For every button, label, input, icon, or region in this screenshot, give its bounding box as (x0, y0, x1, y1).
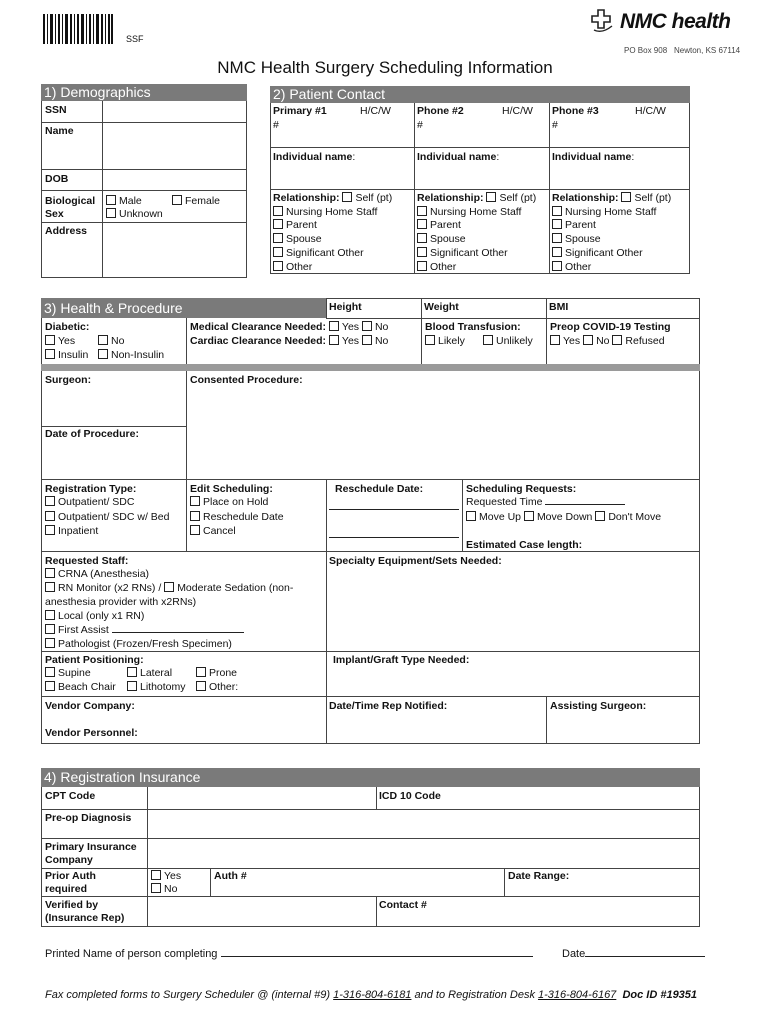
preop-diagnosis-field[interactable] (149, 811, 698, 837)
covid-no-checkbox[interactable] (583, 335, 593, 345)
diabetic-yes: Yes (45, 335, 75, 348)
address-po: PO Box 908 (624, 46, 668, 55)
self-pt-2-checkbox[interactable] (486, 192, 496, 202)
cpt-code-field[interactable] (149, 789, 374, 808)
diabetic-yes-checkbox[interactable] (45, 335, 55, 345)
primary-1-label: Primary #1 (273, 105, 327, 117)
reg-outpatient-bed-checkbox[interactable] (45, 511, 55, 521)
self-pt-3-checkbox[interactable] (621, 192, 631, 202)
address-field[interactable] (103, 223, 246, 277)
registration-type-label: Registration Type: (45, 483, 137, 495)
first-assist-checkbox[interactable] (45, 624, 55, 634)
surgeon-label: Surgeon: (45, 374, 92, 386)
patient-contact-heading: 2) Patient Contact (270, 86, 690, 103)
verified-label-2: (Insurance Rep) (45, 912, 125, 924)
reschedule-date-label: Reschedule Date: (335, 483, 424, 495)
staff-rn-monitor: RN Monitor (x2 RNs) / Moderate Sedation (non- (45, 582, 293, 595)
significant-other-3: Significant Other (552, 247, 643, 260)
estimated-case-length-label: Estimated Case length: (466, 539, 583, 551)
logo-text: NMC health (620, 10, 731, 33)
pathologist-checkbox[interactable] (45, 638, 55, 648)
reschedule-date-checkbox[interactable] (190, 511, 200, 521)
other-3: Other (552, 261, 591, 274)
rn-monitor-checkbox[interactable] (45, 582, 55, 592)
prior-auth-yes-checkbox[interactable] (151, 870, 161, 880)
staff-local: Local (only x1 RN) (45, 610, 144, 623)
phone-1-field[interactable] (284, 118, 412, 145)
covid-options: Yes No Refused (550, 335, 665, 348)
nursing-home-3: Nursing Home Staff (552, 206, 656, 219)
cardiac-clearance: Cardiac Clearance Needed: Yes No (190, 335, 389, 347)
spouse-3: Spouse (552, 233, 601, 246)
fax-instructions: Fax completed forms to Surgery Scheduler @ (internal #9) 1-316-804-6181 and to Registration Desk 1-316-804-6167 Doc ID #19351 (45, 989, 698, 1001)
diabetic-no: No (98, 335, 124, 348)
page-title: NMC Health Surgery Scheduling Information (217, 58, 553, 77)
self-pt-1-checkbox[interactable] (342, 192, 352, 202)
staff-crna: CRNA (Anesthesia) (45, 568, 149, 581)
weight-label: Weight (424, 301, 459, 313)
position-lithotomy: Lithotomy (127, 681, 186, 694)
spouse-2-checkbox[interactable] (417, 233, 427, 243)
move-options: Move Up Move Down Don't Move (466, 511, 661, 524)
unknown-checkbox[interactable] (106, 208, 116, 218)
scheduling-requests-label: Scheduling Requests: (466, 483, 577, 495)
patient-positioning-label: Patient Positioning: (45, 654, 144, 666)
phone-2-hash: # (417, 119, 423, 131)
prior-auth-label-1: Prior Auth (45, 870, 96, 882)
spouse-3-checkbox[interactable] (552, 233, 562, 243)
significant-other-1-checkbox[interactable] (273, 247, 283, 257)
scheduler-phone-link[interactable]: 1-316-804-6181 (333, 989, 412, 1001)
reg-outpatient-checkbox[interactable] (45, 496, 55, 506)
position-prone: Prone (196, 667, 237, 680)
demographics-heading: 1) Demographics (41, 84, 247, 101)
reschedule-date-line-2[interactable] (329, 537, 459, 538)
bio-sex-label-2: Sex (45, 208, 64, 220)
preop-diagnosis-label: Pre-op Diagnosis (45, 812, 132, 824)
date-row: Date (562, 948, 705, 961)
ssn-field[interactable] (103, 102, 246, 122)
phone-3-hash: # (552, 119, 558, 131)
position-other: Other: (196, 681, 238, 694)
name-field[interactable] (103, 123, 246, 169)
vendor-personnel-field[interactable] (160, 726, 324, 742)
requested-time-field[interactable] (545, 504, 625, 505)
other-1-checkbox[interactable] (273, 261, 283, 271)
diabetic-label: Diabetic: (45, 321, 90, 333)
doc-id: Doc ID #19351 (622, 989, 698, 1001)
transfusion-unlikely-checkbox[interactable] (483, 335, 493, 345)
date-of-procedure-label: Date of Procedure: (45, 428, 139, 440)
dont-move-checkbox[interactable] (595, 511, 605, 521)
barcode (43, 14, 113, 44)
move-up-checkbox[interactable] (466, 511, 476, 521)
significant-other-2: Significant Other (417, 247, 508, 260)
significant-other-1: Significant Other (273, 247, 364, 260)
relationship-3: Relationship: Self (pt) (552, 192, 672, 204)
requested-staff-label: Requested Staff: (45, 555, 129, 567)
other-1: Other (273, 261, 312, 274)
barcode-label: SSF (126, 34, 144, 44)
primary-insurance-field[interactable] (149, 840, 698, 867)
other-2: Other (417, 261, 456, 274)
phone-3-field[interactable] (563, 118, 688, 145)
primary-insurance-label-2: Company (45, 854, 93, 866)
date-range-label: Date Range: (508, 870, 570, 882)
staff-pathologist: Pathologist (Frozen/Fresh Specimen) (45, 638, 232, 651)
non-insulin: Non-Insulin (98, 349, 164, 362)
vendor-personnel-label: Vendor Personnel: (45, 727, 138, 739)
female-option[interactable]: Female (172, 195, 220, 208)
hcw-3-label: H/C/W (635, 105, 666, 117)
parent-2-checkbox[interactable] (417, 219, 427, 229)
edit-place-on-hold: Place on Hold (190, 496, 268, 509)
transfusion-unlikely: Unlikely (483, 335, 533, 348)
assisting-surgeon-label: Assisting Surgeon: (550, 700, 647, 712)
prior-auth-yes: Yes (151, 870, 181, 883)
parent-3-checkbox[interactable] (552, 219, 562, 229)
requested-time: Requested Time (466, 496, 625, 509)
surgeon-field[interactable] (43, 388, 184, 424)
insurance-heading: 4) Registration Insurance (41, 768, 700, 787)
phone-2-label: Phone #2 (417, 105, 464, 117)
icd10-label: ICD 10 Code (379, 790, 441, 802)
reg-outpatient: Outpatient/ SDC (45, 496, 134, 509)
nursing-home-3-checkbox[interactable] (552, 206, 562, 216)
registration-phone-link[interactable]: 1-316-804-6167 (538, 989, 617, 1001)
date-field[interactable] (585, 956, 705, 957)
individual-name-1: Individual name: (273, 151, 356, 163)
specialty-equipment-field[interactable] (328, 569, 698, 649)
transfusion-likely: Likely (425, 335, 465, 348)
nursing-home-2: Nursing Home Staff (417, 206, 521, 219)
prior-auth-no: No (151, 883, 177, 896)
insulin-checkbox[interactable] (45, 349, 55, 359)
move-down-checkbox[interactable] (524, 511, 534, 521)
consented-procedure-field[interactable] (188, 388, 698, 477)
printed-name-row: Printed Name of person completing (45, 948, 533, 961)
verified-field[interactable] (149, 898, 374, 925)
parent-1: Parent (273, 219, 317, 232)
relationship-2: Relationship: Self (pt) (417, 192, 537, 204)
medical-clearance-yes-checkbox[interactable] (329, 321, 339, 331)
spouse-2: Spouse (417, 233, 466, 246)
position-beach-chair: Beach Chair (45, 681, 116, 694)
cardiac-clearance-no-checkbox[interactable] (362, 335, 372, 345)
supine-checkbox[interactable] (45, 667, 55, 677)
height-label: Height (329, 301, 362, 313)
ssn-label: SSN (45, 104, 67, 116)
moderate-sedation-checkbox[interactable] (164, 582, 174, 592)
first-assist-field[interactable] (112, 632, 244, 633)
cancel-checkbox[interactable] (190, 525, 200, 535)
reg-inpatient: Inpatient (45, 525, 98, 538)
non-insulin-checkbox[interactable] (98, 349, 108, 359)
implant-label: Implant/Graft Type Needed: (333, 654, 470, 666)
diabetic-no-checkbox[interactable] (98, 335, 108, 345)
covid-yes-checkbox[interactable] (550, 335, 560, 345)
date-time-rep-label: Date/Time Rep Notified: (329, 700, 448, 712)
medical-clearance-no-checkbox[interactable] (362, 321, 372, 331)
staff-anesthesia-provider: anesthesia provider with x2RNs) (45, 596, 197, 608)
cpt-code-label: CPT Code (45, 790, 96, 802)
phone-3-label: Phone #3 (552, 105, 599, 117)
hcw-2-label: H/C/W (502, 105, 533, 117)
edit-cancel: Cancel (190, 525, 236, 538)
contact-num-label: Contact # (379, 899, 427, 911)
place-on-hold-checkbox[interactable] (190, 496, 200, 506)
parent-2: Parent (417, 219, 461, 232)
reschedule-date-line-1[interactable] (329, 509, 459, 510)
position-lateral: Lateral (127, 667, 172, 680)
nursing-home-1-checkbox[interactable] (273, 206, 283, 216)
other-3-checkbox[interactable] (552, 261, 562, 271)
blood-transfusion-label: Blood Transfusion: (425, 321, 521, 333)
significant-other-2-checkbox[interactable] (417, 247, 427, 257)
position-other-checkbox[interactable] (196, 681, 206, 691)
cardiac-clearance-yes-checkbox[interactable] (329, 335, 339, 345)
auth-num-label: Auth # (214, 870, 247, 882)
staff-first-assist: First Assist (45, 624, 244, 637)
phone-2-field[interactable] (428, 118, 547, 145)
consented-procedure-label: Consented Procedure: (190, 374, 303, 386)
vendor-company-field[interactable] (43, 713, 324, 725)
medical-clearance: Medical Clearance Needed: Yes No (190, 321, 389, 333)
vendor-company-label: Vendor Company: (45, 700, 135, 712)
nursing-home-2-checkbox[interactable] (417, 206, 427, 216)
health-procedure-heading: 3) Health & Procedure (41, 298, 326, 318)
dob-label: DOB (45, 173, 69, 185)
prior-auth-no-checkbox[interactable] (151, 883, 161, 893)
covid-refused-checkbox[interactable] (612, 335, 622, 345)
lithotomy-checkbox[interactable] (127, 681, 137, 691)
individual-name-3-field[interactable] (551, 164, 688, 188)
position-supine: Supine (45, 667, 91, 680)
individual-name-2: Individual name: (417, 151, 500, 163)
parent-1-checkbox[interactable] (273, 219, 283, 229)
reg-outpatient-bed: Outpatient/ SDC w/ Bed (45, 511, 169, 524)
verified-label-1: Verified by (45, 899, 99, 911)
male-option[interactable]: Male (106, 195, 142, 208)
significant-other-3-checkbox[interactable] (552, 247, 562, 257)
specialty-equipment-label: Specialty Equipment/Sets Needed: (329, 555, 502, 567)
implant-field[interactable] (328, 668, 698, 694)
individual-name-2-field[interactable] (416, 164, 547, 188)
bmi-label: BMI (549, 301, 569, 313)
bio-sex-label-1: Biological (45, 195, 96, 207)
female-checkbox[interactable] (172, 195, 182, 205)
parent-3: Parent (552, 219, 596, 232)
printed-name-field[interactable] (221, 956, 533, 957)
individual-name-3: Individual name: (552, 151, 635, 163)
transfusion-likely-checkbox[interactable] (425, 335, 435, 345)
name-label: Name (45, 125, 74, 137)
individual-name-1-field[interactable] (272, 164, 412, 188)
prone-checkbox[interactable] (196, 667, 206, 677)
spouse-1: Spouse (273, 233, 322, 246)
dob-field[interactable] (103, 170, 246, 190)
address-label: Address (45, 225, 88, 237)
unknown-option[interactable]: Unknown (106, 208, 163, 221)
prior-auth-label-2: required (45, 883, 88, 895)
nursing-home-1: Nursing Home Staff (273, 206, 377, 219)
crna-checkbox[interactable] (45, 568, 55, 578)
lateral-checkbox[interactable] (127, 667, 137, 677)
hcw-1-label: H/C/W (360, 105, 391, 117)
reg-inpatient-checkbox[interactable] (45, 525, 55, 535)
edit-reschedule: Reschedule Date (190, 511, 284, 524)
other-2-checkbox[interactable] (417, 261, 427, 271)
date-of-procedure-field[interactable] (43, 442, 184, 477)
phone-1-hash: # (273, 119, 279, 131)
relationship-1: Relationship: Self (pt) (273, 192, 393, 204)
beach-chair-checkbox[interactable] (45, 681, 55, 691)
male-checkbox[interactable] (106, 195, 116, 205)
insulin: Insulin (45, 349, 88, 362)
address-city: Newton, KS 67114 (674, 46, 741, 55)
preop-covid-label: Preop COVID-19 Testing (550, 321, 671, 333)
spouse-1-checkbox[interactable] (273, 233, 283, 243)
nmc-logo-icon (588, 8, 616, 36)
edit-scheduling-label: Edit Scheduling: (190, 483, 273, 495)
primary-insurance-label-1: Primary Insurance (45, 841, 137, 853)
local-checkbox[interactable] (45, 610, 55, 620)
